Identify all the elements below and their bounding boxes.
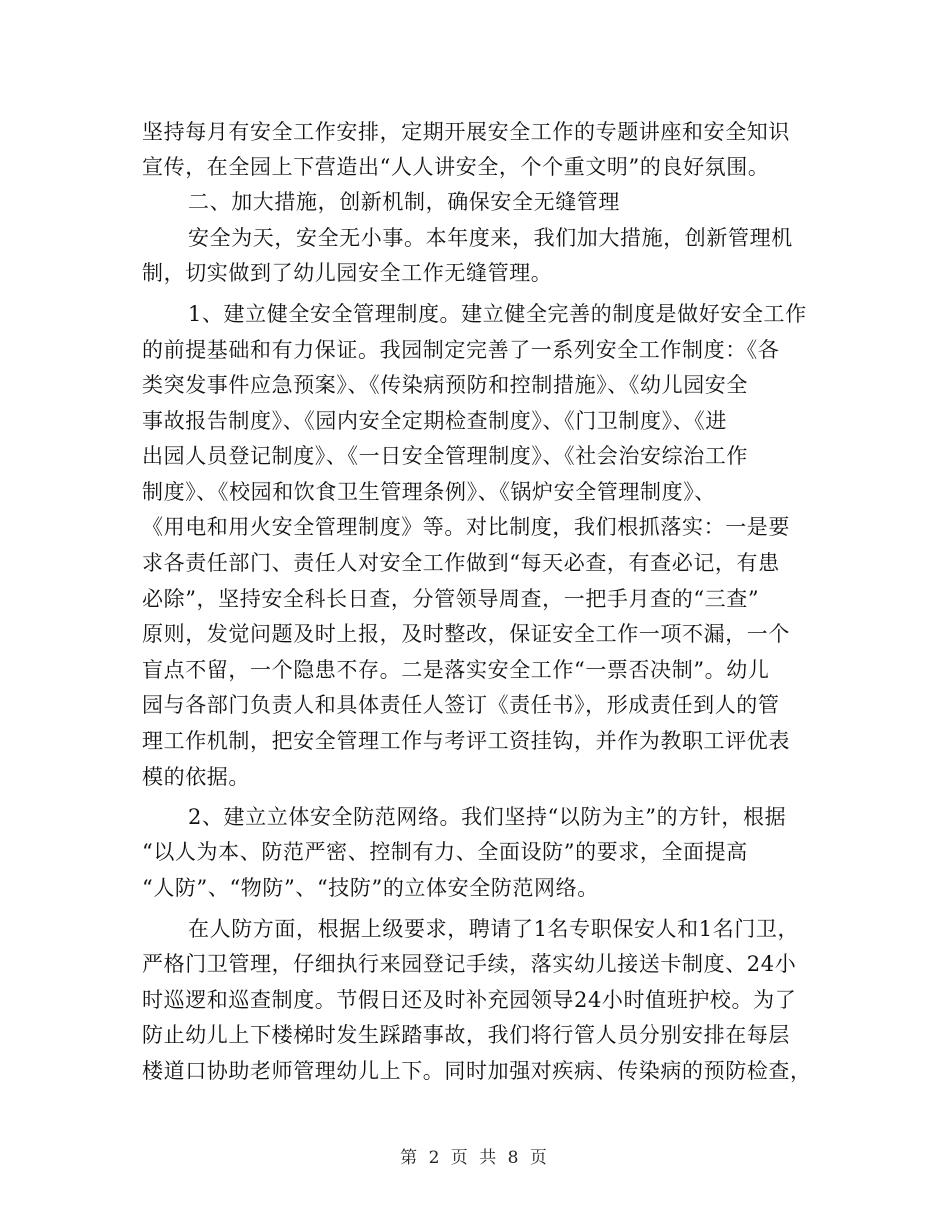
text-line: 安全为天，安全无小事。本年度来，我们加大措施，创新管理机 xyxy=(188,226,793,250)
text-line: 必除”，坚持安全科长日查，分管领导周查，一把手月查的“三查” xyxy=(142,587,760,611)
text-line: 求各责任部门、责任人对安全工作做到“每天必查，有查必记，有患 xyxy=(142,551,780,575)
text-line: 园与各部门负责人和具体责任人签订《责任书》，形成责任到人的管 xyxy=(142,693,780,717)
text-line: 宣传，在全园上下营造出“人人讲安全，个个重文明”的良好氛围。 xyxy=(142,155,770,179)
text-line: 在人防方面，根据上级要求，聘请了1名专职保安人和1名门卫， xyxy=(188,917,800,941)
text-line: 的前提基础和有力保证。我园制定完善了一系列安全工作制度：《各 xyxy=(142,338,780,362)
text-line: 原则，发觉问题及时上报，及时整改，保证安全工作一项不漏，一个 xyxy=(142,622,790,646)
text-line: 防止幼儿上下楼梯时发生踩踏事故，我们将行管人员分别安排在每层 xyxy=(142,1023,790,1047)
section-heading: 二、加大措施，创新机制，确保安全无缝管理 xyxy=(188,190,620,214)
text-line: 事故报告制度》、《园内安全定期检查制度》、《门卫制度》、《进 xyxy=(142,409,727,433)
text-line: 《用电和用火安全管理制度》等。对比制度，我们根抓落实：一是要 xyxy=(142,515,790,539)
text-line: 制，切实做到了幼儿园安全工作无缝管理。 xyxy=(142,261,553,285)
text-line: 2、建立立体安全防范网络。我们坚持“以防为主”的方针，根据 xyxy=(188,805,787,829)
text-line: 盲点不留，一个隐患不存。二是落实安全工作“一票否决制”。幼儿 xyxy=(142,658,770,682)
text-line: 时巡逻和巡查制度。节假日还及时补充园领导24小时值班护校。为了 xyxy=(142,988,797,1012)
text-line: 制度》、《校园和饮食卫生管理条例》、《锅炉安全管理制度》、 xyxy=(142,480,716,504)
text-line: 严格门卫管理，仔细执行来园登记手续，落实幼儿接送卡制度、24小 xyxy=(142,952,797,976)
text-line: 楼道口协助老师管理幼儿上下。同时加强对疾病、传染病的预防检查， xyxy=(142,1059,812,1083)
text-line: 坚持每月有安全工作安排，定期开展安全工作的专题讲座和安全知识 xyxy=(142,120,790,144)
page-number-footer: 第 2 页 共 8 页 xyxy=(400,1148,550,1168)
text-line: 1、建立健全安全管理制度。建立健全完善的制度是做好安全工作 xyxy=(188,302,807,326)
text-line: 理工作机制，把安全管理工作与考评工资挂钩，并作为教职工评优表 xyxy=(142,729,790,753)
text-line: 模的依据。 xyxy=(142,765,250,789)
text-line: “人防”、“物防”、“技防”的立体安全防范网络。 xyxy=(142,876,599,900)
text-line: 类突发事件应急预案》、《传染病预防和控制措施》、《幼儿园安全 xyxy=(142,373,748,397)
text-line: 出园人员登记制度》、《一日安全管理制度》、《社会治安综治工作 xyxy=(142,444,748,468)
text-line: “以人为本、防范严密、控制有力、全面设防”的要求，全面提高 xyxy=(142,840,748,864)
